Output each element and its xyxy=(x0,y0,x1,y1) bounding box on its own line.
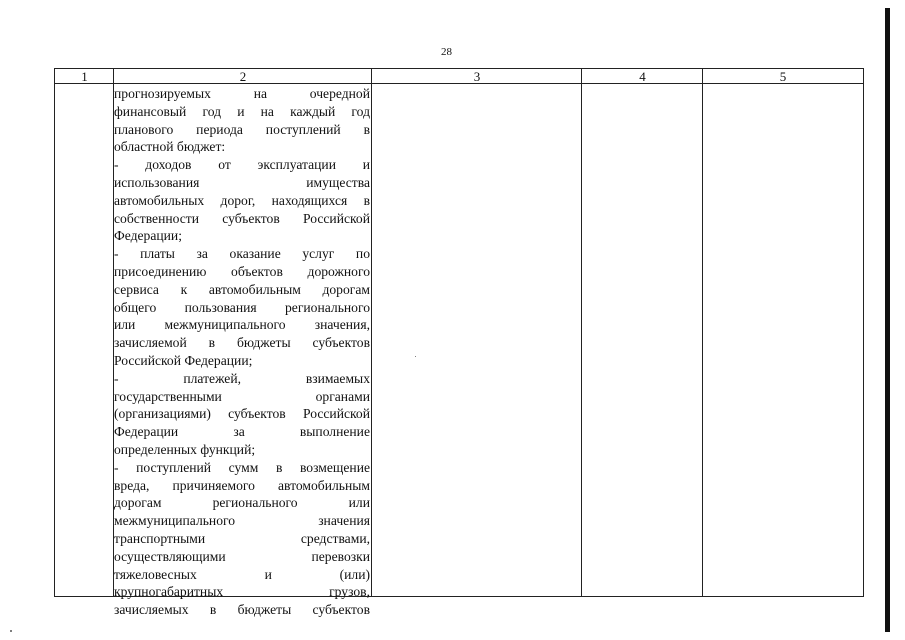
text-line: использования имущества xyxy=(114,174,370,190)
table-header-row xyxy=(55,69,863,84)
text-line: - платежей, взимаемых xyxy=(114,370,370,386)
text-line: - поступлений сумм в возмещение xyxy=(114,459,370,475)
text-line: Федерации за выполнение xyxy=(114,424,370,440)
text-line: осуществляющими перевозки xyxy=(114,548,370,564)
column-divider xyxy=(371,69,372,596)
column-divider xyxy=(702,69,703,596)
text-line: (организациями) субъектов Российской xyxy=(114,406,370,422)
text-line: дорогам регионального или xyxy=(114,495,370,511)
text-line: транспортными средствами, xyxy=(114,530,370,546)
text-line: крупногабаритных грузов, xyxy=(114,584,370,600)
text-line: планового периода поступлений в xyxy=(114,121,370,137)
text-line: финансовый год и на каждый год xyxy=(114,103,370,119)
page-number: 28 xyxy=(441,46,452,58)
document-table xyxy=(54,68,864,618)
text-line: сервиса к автомобильным дорогам xyxy=(114,281,370,297)
text-line: зачисляемой в бюджеты субъектов xyxy=(114,335,370,351)
header-col-4: 4 xyxy=(639,69,646,84)
text-line: государственными органами xyxy=(114,388,370,404)
text-line: или межмуниципального значения, xyxy=(114,317,370,333)
text-line: вреда, причиняемого автомобильным xyxy=(114,477,370,493)
scan-edge-bar xyxy=(885,8,890,632)
text-line: общего пользования регионального xyxy=(114,299,370,315)
text-line: - доходов от эксплуатации и xyxy=(114,157,370,173)
text-line: зачисляемых в бюджеты субъектов xyxy=(114,602,370,618)
header-col-2: 2 xyxy=(239,69,247,84)
column-divider xyxy=(581,69,582,596)
text-line: определенных функций; xyxy=(114,441,256,457)
text-line: собственности субъектов Российской xyxy=(114,210,370,226)
column-2-text xyxy=(114,85,370,618)
text-line: Федерации; xyxy=(114,228,182,244)
text-line: - платы за оказание услуг по xyxy=(114,246,370,262)
text-line: областной бюджет: xyxy=(114,139,226,155)
header-col-3: 3 xyxy=(473,69,481,84)
text-line: тяжеловесных и (или) xyxy=(114,566,370,582)
text-line: Российской Федерации; xyxy=(114,352,253,368)
header-col-5: 5 xyxy=(779,69,787,84)
scan-dot xyxy=(10,630,12,632)
text-line: прогнозируемых на очередной xyxy=(114,86,370,101)
header-col-1: 1 xyxy=(81,69,88,84)
text-line: межмуниципального значения xyxy=(114,513,370,529)
text-line: автомобильных дорог, находящихся в xyxy=(114,192,370,208)
text-line: присоединению объектов дорожного xyxy=(114,263,370,279)
